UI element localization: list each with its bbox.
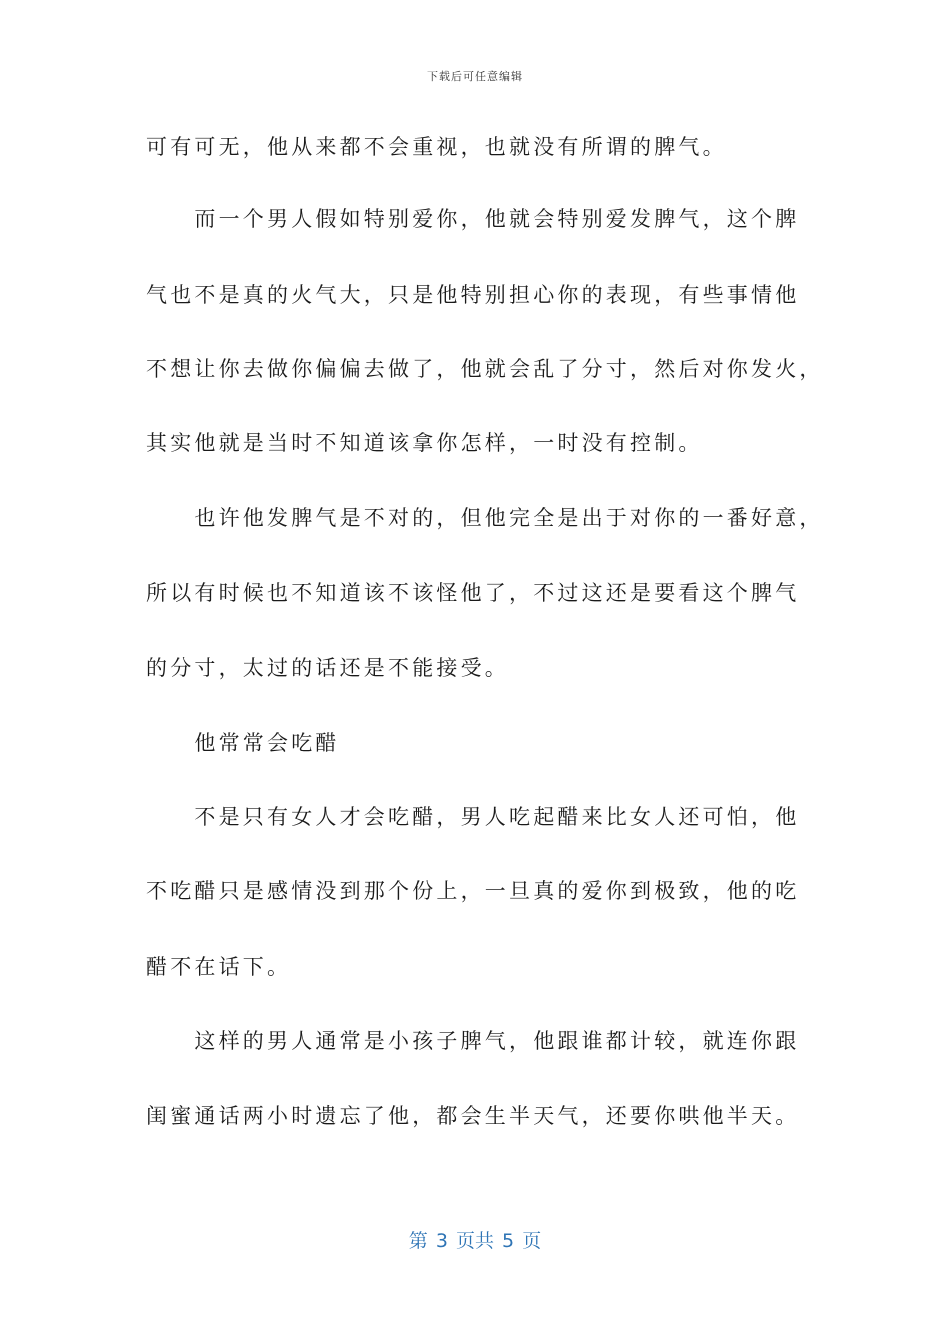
body-line: 而一个男人假如特别爱你，他就会特别爱发脾气，这个脾 xyxy=(146,207,800,231)
page-number-footer xyxy=(0,1226,950,1253)
body-line: 不吃醋只是感情没到那个份上，一旦真的爱你到极致，他的吃 xyxy=(146,879,800,903)
body-line: 气也不是真的火气大，只是他特别担心你的表现，有些事情他 xyxy=(146,283,800,307)
body-line: 醋不在话下。 xyxy=(146,955,292,979)
section-heading: 他常常会吃醋 xyxy=(146,731,340,755)
body-line: 也许他发脾气是不对的，但他完全是出于对你的一番好意， xyxy=(146,506,824,530)
footer-middle: 页共 xyxy=(455,1230,494,1252)
body-line: 不是只有女人才会吃醋，男人吃起醋来比女人还可怕，他 xyxy=(146,805,800,829)
footer-suffix: 页 xyxy=(522,1230,542,1252)
body-line: 的分寸，太过的话还是不能接受。 xyxy=(146,656,509,680)
total-pages-number: 5 xyxy=(502,1230,515,1252)
body-line: 闺蜜通话两小时遗忘了他，都会生半天气，还要你哄他半天。 xyxy=(146,1104,800,1128)
body-line: 其实他就是当时不知道该拿你怎样，一时没有控制。 xyxy=(146,431,703,455)
body-line: 这样的男人通常是小孩子脾气，他跟谁都计较，就连你跟 xyxy=(146,1029,800,1053)
body-line: 可有可无，他从来都不会重视，也就没有所谓的脾气。 xyxy=(146,135,727,159)
body-line: 不想让你去做你偏偏去做了，他就会乱了分寸，然后对你发火， xyxy=(146,357,824,381)
current-page-number: 3 xyxy=(435,1230,448,1252)
header-note: 下载后可任意编辑 xyxy=(427,70,523,83)
footer-prefix: 第 xyxy=(408,1230,428,1252)
body-line: 所以有时候也不知道该不该怪他了，不过这还是要看这个脾气 xyxy=(146,581,800,605)
